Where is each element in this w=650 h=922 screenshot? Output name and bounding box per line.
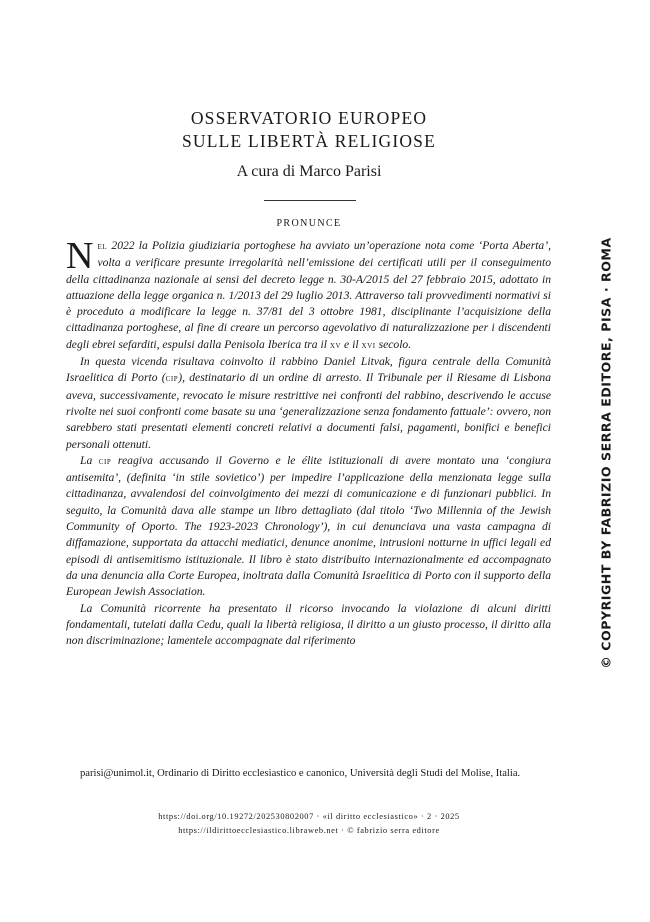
paragraph-2-text-b: ), destinatario di un ordine di arresto. Il Tribunale per il Riesame di Lisbona aveva, successivamente, revocato le misure restrittive nei confronti del rabbino, descrivendo le accuse rivolte nei suoi confronti come basate su una ‘generalizzazione senza fondamento fattuale’: ovvero, non sarebbero stati presentati elementi concreti relativi a documenti falsi, pagamenti, bonifici e benefici personali ottenuti. <box>66 371 551 451</box>
paragraph-1-end: secolo. <box>375 337 412 351</box>
copyright-sidebar <box>598 221 614 685</box>
paragraph-1-connector: e il <box>341 337 362 351</box>
article-body <box>66 235 551 649</box>
century-xvi: xvi <box>361 339 376 351</box>
section-label: PRONUNCE <box>276 218 342 229</box>
footer-url-line: https://ildirittoecclesiastico.libraweb.net · © fabrizio serra editore <box>178 826 440 835</box>
journal-section-title <box>0 107 618 153</box>
paragraph-2 <box>66 354 551 453</box>
century-xv: xv <box>329 339 342 351</box>
small-caps-opening: el <box>97 241 108 252</box>
abbrev-cip: cip <box>165 373 179 385</box>
drop-cap: N <box>66 235 94 277</box>
paragraph-3-text-b: reagiva accusando il Governo e le élite istituzionali di avere montato una ‘congiura antisemita’, (definita ‘in stile sovietico’) per impedire l’applicazione della menzionata legge sulla cittadinanza, avvalendosi del coinvolgimento dei mezzi di comunicazione e di funzionari pubblici. In seguito, la Comunità dava alle stampe un libro dettagliato (dal titolo ‘Two Millennia of the Jewish Community of Oporto. The 1923-2023 Chronology’), in cui denunciava una vasta campagna di diffamazione, supportata da attacchi mediatici, denunce anonime, intrusioni notturne in uffici legali ed episodi di antisemitismo istituzionale. Il libro è stato distribuito internazionalmente ed accompagnato da una denuncia alla Corte Europea, inoltrata dalla Comunità Israelitica di Porto con il supporto della European Jewish Association. <box>66 453 551 599</box>
paragraph-3-text-a: La <box>80 453 99 467</box>
title-line-1: OSSERVATORIO EUROPEO <box>190 108 428 128</box>
paragraph-1 <box>66 235 551 354</box>
paragraph-2-text-a: In questa vicenda risultava coinvolto il rabbino Daniel Litvak, figura centrale della Comunità Israelitica di Porto ( <box>66 355 551 385</box>
curator-line: A cura di Marco Parisi <box>236 163 382 180</box>
title-line-2: SULLE LIBERTÀ RELIGIOSE <box>181 131 437 151</box>
paragraph-4: La Comunità ricorrente ha presentato il ricorso invocando la violazione di alcuni diritti fondamentali, tutelati dalla Cedu, quali la libertà religiosa, il diritto a un giusto processo, il diritto alla non discriminazione; lamentele accompagnate dal riferimento <box>66 601 551 648</box>
author-footnote: parisi@unimol.it, Ordinario di Diritto ecclesiastico e canonico, Università degli Studi del Molise, Italia. <box>80 768 521 779</box>
abbrev-cip: cip <box>98 455 112 467</box>
footer-doi-line: https://doi.org/10.19272/202530802007 · «il diritto ecclesiastico» · 2 · 2025 <box>158 812 460 821</box>
copyright-text: © COPYRIGHT BY FABRIZIO SERRA EDITORE, PISA · ROMA <box>598 237 614 669</box>
title-divider <box>264 200 356 201</box>
paragraph-1-text: 2022 la Polizia giudiziaria portoghese ha avviato un’operazione nota come ‘Porta Aberta’, volta a verificare presunte irregolarità nell’emissione dei certificati utili per il conseguimento della cittadinanza nazionale ai sensi del decreto legge n. 30-A/2015 del 27 febbraio 2015, adottato in attuazione della legge organica n. 1/2013 del 29 luglio 2013. Attraverso tali provvedimenti normativi si è proceduto a modificare la legge n. 37/81 del 3 ottobre 1981, disciplinante l’acquisizione della cittadinanza portoghese, al fine di creare un percorso agevolativo di naturalizzazione per i discendenti degli ebrei sefarditi, espulsi dalla Penisola Iberica tra il <box>66 239 551 351</box>
paragraph-3 <box>66 453 551 601</box>
